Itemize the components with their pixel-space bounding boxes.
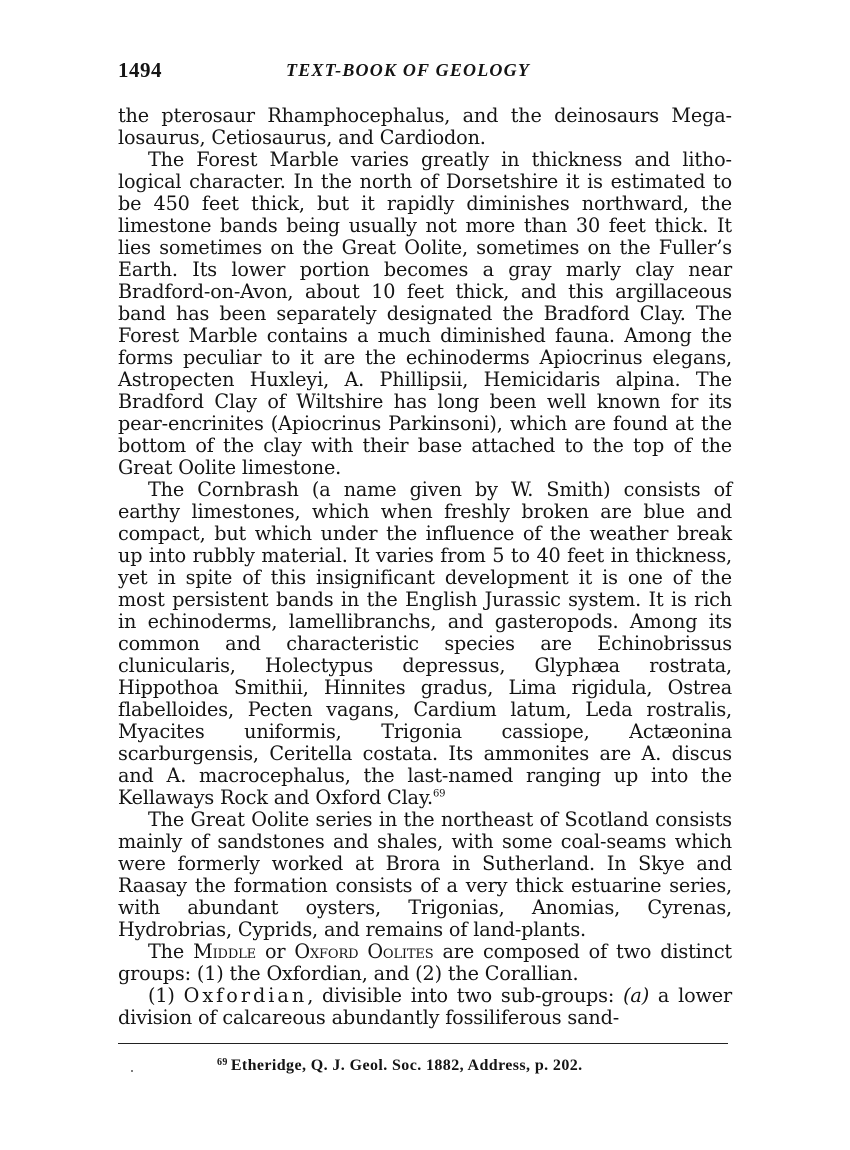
running-title: TEXT-BOOK OF GEOLOGY [286, 60, 531, 80]
paragraph-oxfordian [118, 985, 732, 1029]
paragraph-pterosaur: the pterosaur Rhamphocephalus, and the deinosaurs Megalosaurus, Cetiosaurus, and Cardiodon. [118, 104, 732, 149]
middle-oolites-rest: are composed of two distinct groups: (1) the Oxfordian, and (2) the Corallian. [118, 940, 732, 985]
cornbrash-text: The Cornbrash (a name given by W. Smith) consists of earthy limestones, which when freshly broken are blue and compact, but which under the influence of the weather break up into rubbly material. It varies from 5 to 40 feet in thickness, yet in spite of this insignificant development it is one of the most persistent bands in the English Jurassic system. It is rich in echinoderms, lamellibranchs, and gasteropods. Among its common and characteristic species are Echinobrissus clunicularis, Holectypus depressus, Glyphæa rostrata, Hippothoa Smithii, Hinnites gradus, Lima rigidula, Ostrea flabelloides, Pecten vagans, Cardium latum, Leda rostralis, Myacites uniformis, Trigonia cassiope, Actæonina scarburgensis, Ceritella costata. Its ammonites are A. discus and A. macrocephalus, the last-named ranging up into the Kellaways Rock and Oxford Clay. [118, 478, 732, 809]
page-number: 1494 [118, 58, 162, 82]
middle-oolites-lead: The [148, 940, 194, 963]
term-middle: Middle [193, 940, 256, 963]
footnote-text: Etheridge, Q. J. Geol. Soc. 1882, Address, p. 202. [230, 1057, 583, 1074]
running-head [118, 58, 732, 88]
book-page [118, 58, 732, 1029]
subgroup-a-label: (a) [623, 984, 650, 1007]
paragraph-forest-marble: The Forest Marble varies greatly in thickness and lithological character. In the north of Dorsetshire it is estimated to be 450 feet thick, but it rapidly diminishes northward, the limestone bands being usually not more than 30 feet thick. It lies sometimes on the Great Oolite, sometimes on the Fuller’s Earth. Its lower portion becomes a gray marly clay near Bradford-on-Avon, about 10 feet thick, and this argillaceous band has been separately designated the Bradford Clay. The Forest Marble contains a much diminished fauna. Among the forms peculiar to it are the echinoderms Apiocrinus elegans, Astropecten Huxleyi, A. Phillipsii, Hemicidaris alpina. The Bradford Clay of Wiltshire has long been well known for its pear-encrinites (Apiocrinus Parkinsoni), which are found at the bottom of the clay with their base attached to the top of the Great Oolite limestone. [118, 148, 732, 479]
paragraph-cornbrash [118, 479, 732, 809]
term-oxford-oolites: Oxford Oolites [294, 940, 434, 963]
print-speck [131, 1070, 133, 1072]
paragraph-middle-oolites [118, 941, 732, 985]
body-text [118, 105, 732, 1029]
middle-oolites-or: or [255, 940, 295, 963]
oxfordian-number: (1) [148, 984, 184, 1007]
footnote-mark: 69 [217, 1057, 228, 1068]
term-oxfordian: Oxfordian [183, 984, 308, 1007]
footnote-rule [118, 1043, 728, 1044]
oxfordian-rest: a lower division of calcareous abundantly fossiliferous sand- [118, 984, 732, 1029]
footnote-reference: 69 [432, 788, 446, 800]
oxfordian-mid: , divisible into two sub-groups: [307, 984, 624, 1007]
footnote [217, 1057, 583, 1075]
paragraph-scotland: The Great Oolite series in the northeast of Scotland consists mainly of sandstones and shales, with some coal-seams which were formerly worked at Brora in Sutherland. In Skye and Raasay the formation consists of a very thick estuarine series, with abundant oysters, Trigonias, Anomias, Cyrenas, Hydrobrias, Cyprids, and remains of land-plants. [118, 808, 732, 941]
